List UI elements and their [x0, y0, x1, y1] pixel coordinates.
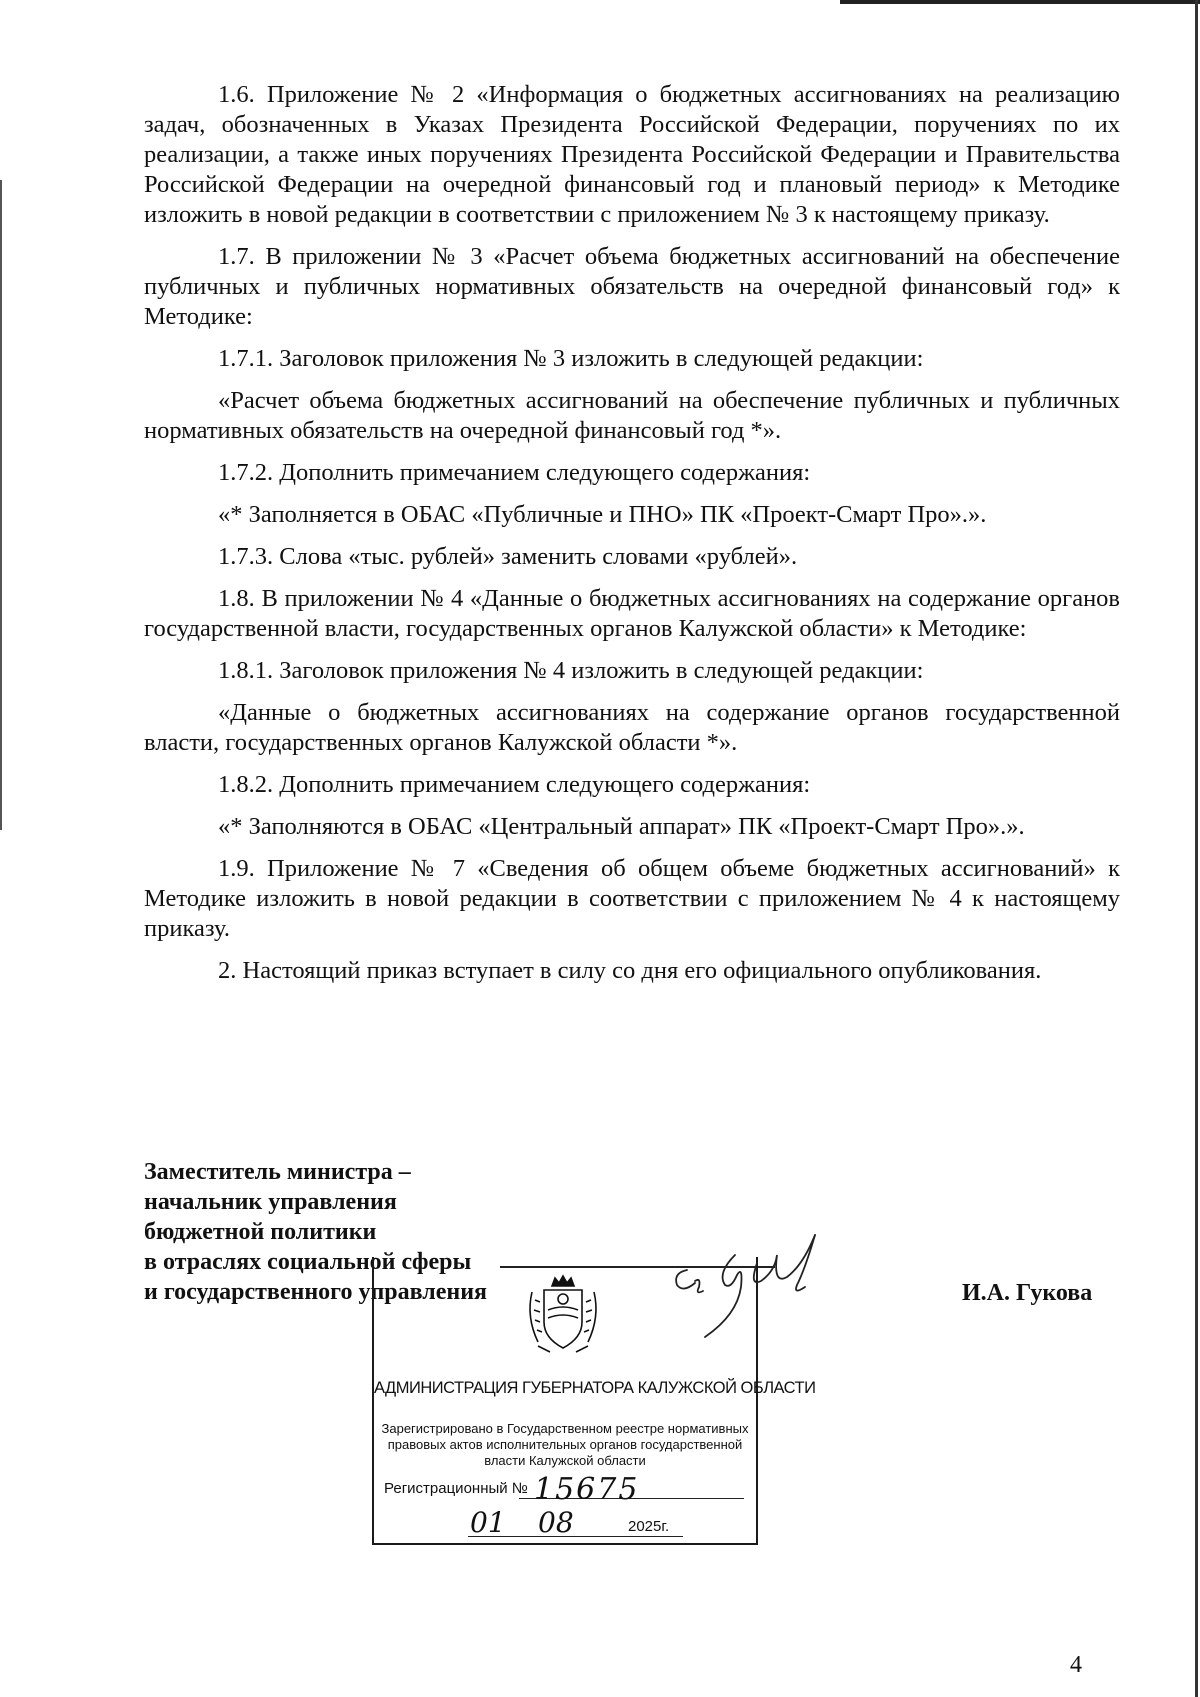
stamp-date-row [468, 1506, 688, 1540]
stamp-organization: АДМИНИСТРАЦИЯ ГУБЕРНАТОРА КАЛУЖСКОЙ ОБЛАСТИ [374, 1379, 816, 1397]
paragraph-1-7: 1.7. В приложении № 3 «Расчет объема бюджетных ассигнований на обеспечение публичных и публичных нормативных обязательств на очередной финансовый год» к Методике: [144, 243, 1120, 330]
paragraph-1-7-3: 1.7.3. Слова «тыс. рублей» заменить словами «рублей». [218, 543, 798, 570]
signer-position-line: начальник управления [144, 1189, 397, 1215]
stamp-date-day: 01 [470, 1506, 506, 1539]
coat-of-arms-icon [524, 1272, 602, 1357]
paragraph-1-8: 1.8. В приложении № 4 «Данные о бюджетных ассигнованиях на содержание органов государственной власти, государственных органов Калужской области» к Методике: [144, 585, 1120, 642]
paragraph-1-7-2-quote: «* Заполняется в ОБАС «Публичные и ПНО» ПК «Проект-Смарт Про».». [218, 501, 987, 528]
signer-name: И.А. Гукова [962, 1280, 1093, 1306]
signer-position-line: в отраслях социальной сферы [144, 1249, 472, 1275]
paragraph-1-8-2: 1.8.2. Дополнить примечанием следующего содержания: [218, 771, 811, 798]
paragraph-2: 2. Настоящий приказ вступает в силу со дня его официального опубликования. [218, 957, 1042, 984]
signer-position-line: бюджетной политики [144, 1219, 377, 1245]
handwritten-signature [665, 1225, 865, 1340]
stamp-date-year: 2025г. [628, 1518, 670, 1535]
signer-position-line: Заместитель министра – [144, 1159, 411, 1185]
paragraph-1-6: 1.6. Приложение № 2 «Информация о бюджетных ассигнованиях на реализацию задач, обозначенных в Указах Президента Российской Федерации, поручениях по их реализации, а также иных поручениях Президента Российской Федерации и Правительства Российской Федерации на очередной финансовый год и плановый период» к Методике изложить в новой редакции в соответствии с приложением № 3 к настоящему приказу. [144, 81, 1120, 228]
paragraph-1-7-1-quote: «Расчет объема бюджетных ассигнований на обеспечение публичных и публичных нормативных обязательств на очередной финансовый год *». [144, 387, 1120, 444]
stamp-reg-number-value: 15675 [534, 1472, 640, 1507]
signer-position-line: и государственного управления [144, 1279, 488, 1305]
scan-edge-right [1195, 0, 1198, 1697]
scan-edge-top [840, 0, 1200, 4]
stamp-reg-number-row [384, 1472, 746, 1507]
paragraph-1-7-1: 1.7.1. Заголовок приложения № 3 изложить в следующей редакции: [218, 345, 924, 372]
paragraph-1-8-2-quote: «* Заполняются в ОБАС «Центральный аппарат» ПК «Проект-Смарт Про».». [218, 813, 1025, 840]
stamp-reg-number-label: Регистрационный № [384, 1480, 528, 1497]
stamp-date-month: 08 [538, 1506, 574, 1539]
paragraph-1-9: 1.9. Приложение № 7 «Сведения об общем объеме бюджетных ассигнований» к Методике изложить в новой редакции в соответствии с приложением № 4 к настоящему приказу. [144, 855, 1120, 942]
document-body [144, 80, 1120, 998]
stamp-registration-text: Зарегистрировано в Государственном реестре нормативных правовых актов исполнительных органов государственной власти Калужской области [381, 1421, 749, 1468]
scan-edge-left [0, 180, 2, 830]
page-number: 4 [1070, 1652, 1082, 1678]
paragraph-1-8-1: 1.8.1. Заголовок приложения № 4 изложить в следующей редакции: [218, 657, 924, 684]
paragraph-1-7-2: 1.7.2. Дополнить примечанием следующего содержания: [218, 459, 811, 486]
paragraph-1-8-1-quote: «Данные о бюджетных ассигнованиях на содержание органов государственной власти, государственных органов Калужской области *». [144, 699, 1120, 756]
